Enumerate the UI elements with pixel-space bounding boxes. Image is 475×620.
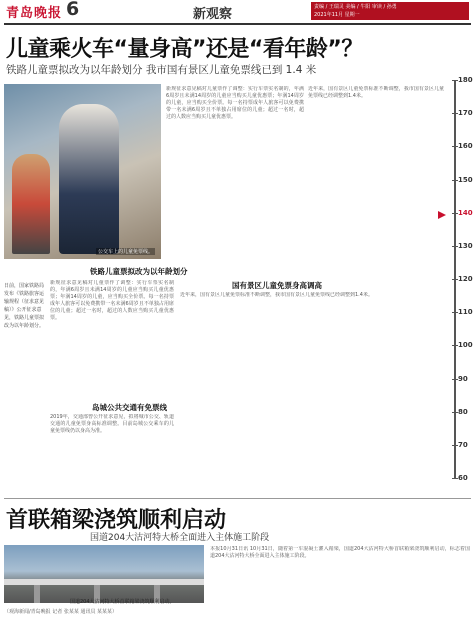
bus-photo xyxy=(4,84,161,259)
ruler-tick-label: 170 xyxy=(458,109,473,117)
article-divider xyxy=(4,498,471,499)
ruler-tick-label: 180 xyxy=(458,76,473,84)
section2-body: 2019年，交通部曾公开征求意见，拟将城市公交、轨道交通的儿童免票身高标准调整。目前岛城公交乘车的儿童免票线仍以身高为准。 xyxy=(50,414,174,434)
newspaper-logo: 青岛晚报 xyxy=(6,6,63,21)
ruler-tick-label: 90 xyxy=(458,375,468,383)
ruler-tick-label: 130 xyxy=(458,242,473,250)
article-body-col2: 近年来，国有景区儿童免票标准不断调整，我市国有景区儿童免票线已经调整到1.4米。 xyxy=(308,86,444,99)
bridge-photo xyxy=(4,545,204,603)
ruler-tick-label: 160 xyxy=(458,142,473,150)
photo-bridge-pier xyxy=(34,585,40,603)
ruler-tick-label: 140 xyxy=(458,209,473,217)
section3-title: 国有景区儿童免票身高调高 xyxy=(232,281,322,290)
ruler-arrow-icon xyxy=(438,211,446,219)
article2-subtitle: 国道204大沽河特大桥全面进入主体施工阶段 xyxy=(90,533,270,543)
page-number: 6 xyxy=(66,0,80,20)
section-name: 新观察 xyxy=(193,7,233,22)
article2-body: 本报10月31日讯 10月31日，随着第一车混凝土灌入箱梁，国道204大沽河特大桥首联箱梁浇筑顺利启动，标志着国道204大沽河特大桥全面进入主体施工阶段。 xyxy=(210,546,470,559)
header-divider xyxy=(4,23,471,25)
intro-box: 日前，国家铁路局发布《铁路旅客运输规程（征求意见稿）》公开征求意见，铁路儿童票拟改为以年龄划分。 xyxy=(4,283,45,329)
ruler-tick-label: 120 xyxy=(458,275,473,283)
footer-byline: （观海新闻/青岛晚报 记者 张某某 通讯员 某某某） xyxy=(4,609,118,615)
page-header xyxy=(0,0,475,22)
photo-child-figure xyxy=(12,154,50,254)
editors-line: 责编 / 王瑞灵 美编 / 牛阳 审读 / 孙勇 xyxy=(314,4,397,10)
photo-adult-figure xyxy=(59,104,119,254)
ruler-tick-label: 110 xyxy=(458,308,473,316)
editors-box xyxy=(311,2,469,20)
article-body-col1: 新规征求意见稿对儿童票作了调整：实行车票实名制的，年满6周岁且未满14周岁的儿童应当购买儿童优惠票；年满14周岁的儿童，应当购买全价票。每一名持票成年人旅客可以免费携带一名未满6周岁且不单独占用席位的儿童；超过一名时，超过的人数应当购买儿童优惠票。 xyxy=(166,86,304,120)
article-subtitle: 铁路儿童票拟改为以年龄划分 我市国有景区儿童免票线已到 1.4 米 xyxy=(6,64,317,76)
height-ruler xyxy=(448,76,475,482)
article-title: 儿童乘火车“量身高”还是“看年龄”？ xyxy=(6,37,363,62)
ruler-tick-label: 60 xyxy=(458,474,468,482)
article2-title: 首联箱梁浇筑顺利启动 xyxy=(6,508,227,533)
section2-title: 岛城公共交通有免票线 xyxy=(92,403,167,412)
ruler-tick-label: 150 xyxy=(458,176,473,184)
date-line: 2021年11月 星期一 xyxy=(314,12,360,18)
section1-title: 铁路儿童票拟改为以年龄划分 xyxy=(90,267,188,276)
section3-body: 近年来，国有景区儿童免票标准不断调整，我市国有景区儿童免票线已经调整到1.4米。 xyxy=(180,292,373,298)
ruler-tick-label: 70 xyxy=(458,441,468,449)
ruler-tick-label: 80 xyxy=(458,408,468,416)
photo-caption: 公交车上的儿童免票线。 xyxy=(98,249,154,255)
article2-photo-caption: 国道204大沽河特大桥首联箱梁浇筑顺利启动。 xyxy=(70,599,175,605)
ruler-tick-label: 100 xyxy=(458,341,473,349)
section1-body: 新规征求意见稿对儿童票作了调整：实行车票实名制的，年满6周岁且未满14周岁的儿童应当购买儿童优惠票；年满14周岁的儿童，应当购买全价票。每一名持票成年人旅客可以免费携带一名未满6周岁且不单独占用席位的儿童；超过一名时，超过的人数应当购买儿童优惠票。 xyxy=(50,280,174,321)
